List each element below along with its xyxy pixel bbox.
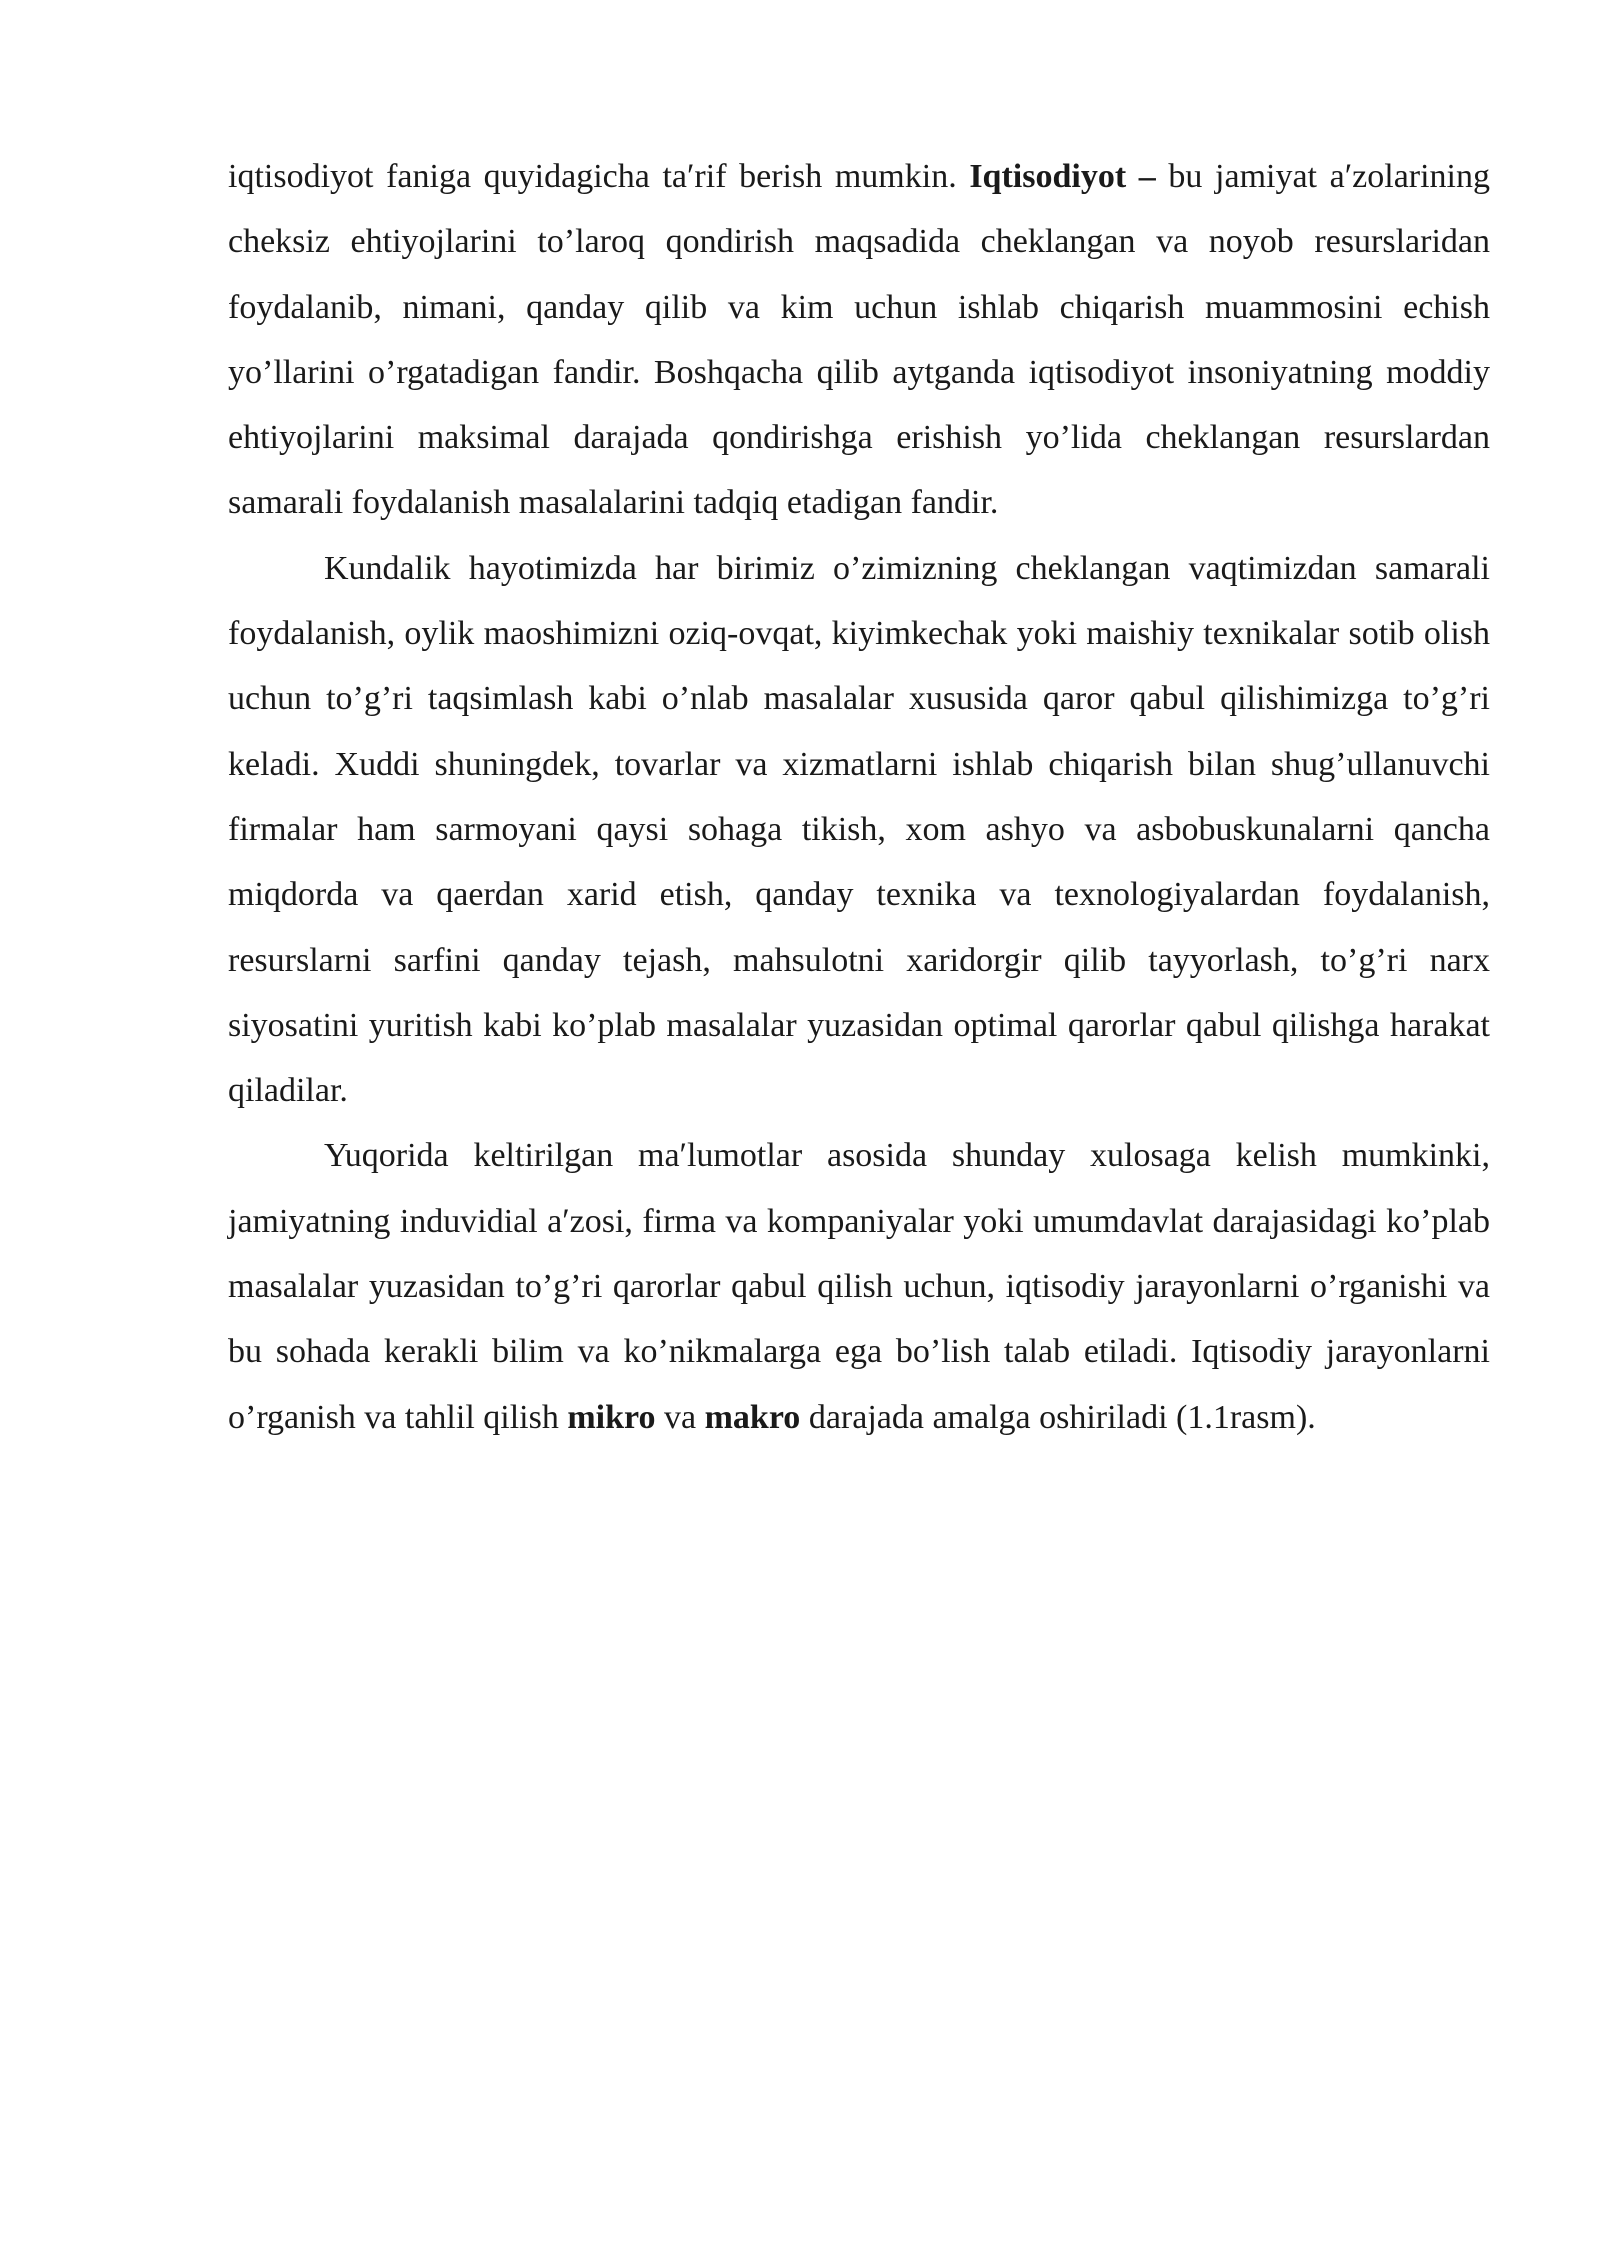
text-segment: Yuqorida keltirilgan maʹlumotlar asosida shunday xulosaga kelish mumkinki, jamiyatning induvidial aʹzosi, firma va kompaniyalar yoki umumdavlat darajasidagi ko’plab masalalar yuzasidan to’g’ri qarorlar qabul qilish uchun, iqtisodiy jarayonlarni o’rganishi va bu sohada kerakli bilim va ko’nikmalarga ega bo’lish talab etiladi. Iqtisodiy jarayonlarni o’rganish va tahlil qilish bbox=[228, 1137, 1490, 1436]
term-mikro: mikro bbox=[567, 1398, 656, 1436]
paragraph-definition bbox=[228, 144, 1490, 536]
term-makro: makro bbox=[704, 1398, 801, 1436]
body-text bbox=[228, 144, 1490, 1450]
term-iqtisodiyot: Iqtisodiyot – bbox=[969, 158, 1156, 195]
paragraph-everyday-decisions bbox=[228, 536, 1490, 1124]
text-segment: bu jamiyat aʹzolarining cheksiz ehtiyojlarini to’laroq qondirish maqsadida cheklangan va noyob resurslaridan foydalanib, nimani, qanday qilib va kim uchun ishlab chiqarish muammosini echish yo’llarini o’rgatadigan fandir. Boshqacha qilib aytganda iqtisodiyot insoniyatning moddiy ehtiyojlarini maksimal darajada qondirishga erishish yo’lida cheklangan resurslardan samarali foydalanish masalalarini tadqiq etadigan fandir. bbox=[228, 158, 1490, 522]
text-segment: Kundalik hayotimizda har birimiz o’zimizning cheklangan vaqtimizdan samarali foydalanish, oylik maoshimizni oziq-ovqat, kiyimkechak yoki maishiy texnikalar sotib olish uchun to’g’ri taqsimlash kabi o’nlab masalalar xususida qaror qabul qilishimizga to’g’ri keladi. Xuddi shuningdek, tovarlar va xizmatlarni ishlab chiqarish bilan shug’ullanuvchi firmalar ham sarmoyani qaysi sohaga tikish, xom ashyo va asbobuskunalarni qancha miqdorda va qaerdan xarid etish, qanday texnika va texnologiyalardan foydalanish, resurslarni sarfini qanday tejash, mahsulotni xaridorgir qilib tayyorlash, to’g’ri narx siyosatini yuritish kabi ko’plab masalalar yuzasidan optimal qarorlar qabul qilishga harakat qiladilar. bbox=[228, 549, 1490, 1110]
paragraph-conclusion bbox=[228, 1123, 1490, 1449]
text-segment: iqtisodiyot faniga quyidagicha taʹrif berish mumkin. bbox=[228, 158, 970, 195]
text-segment: va bbox=[655, 1398, 705, 1436]
text-segment: darajada amalga oshiriladi (1.1rasm). bbox=[800, 1398, 1316, 1436]
